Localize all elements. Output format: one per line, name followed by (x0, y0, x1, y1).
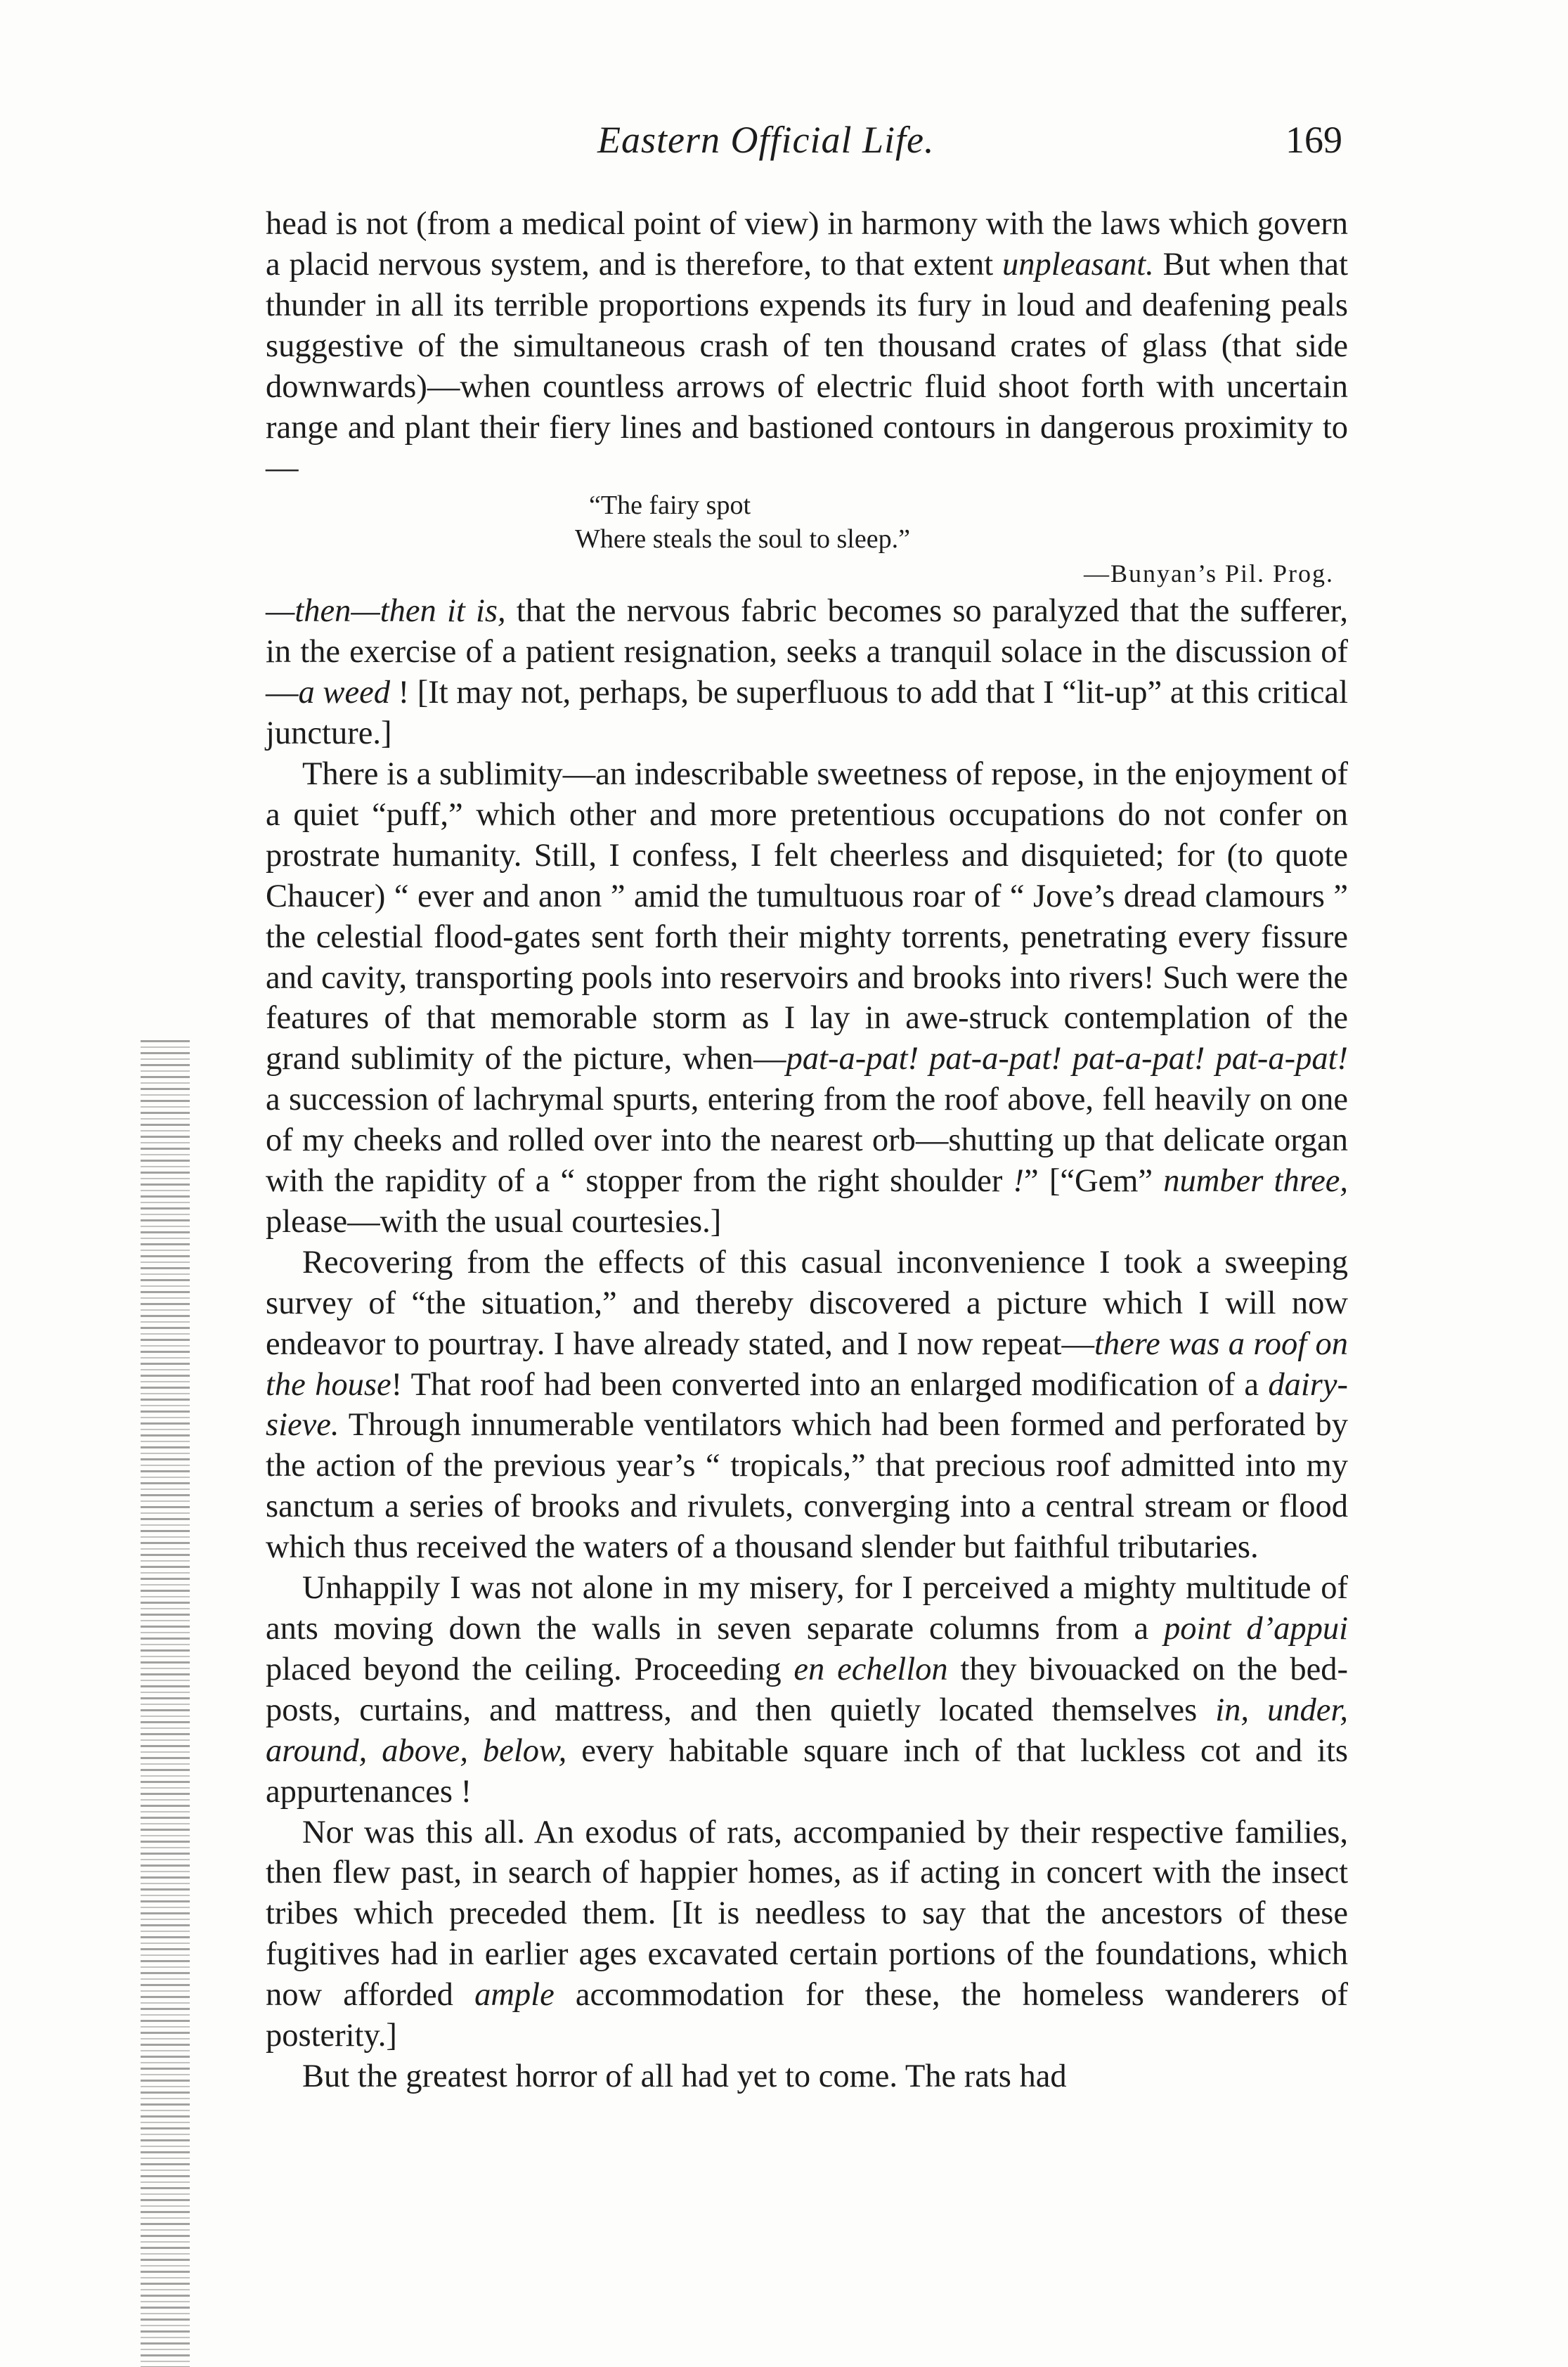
paragraph-4 (266, 1243, 1348, 1568)
page-number: 169 (1285, 119, 1342, 161)
text-run: they bivouacked on the bed-posts, curtains, and mattress, and then quietly located themselves (266, 1651, 1348, 1728)
text-run: But when that thunder in all its terrible proportions expends its fury in loud and deafening peals suggestive of the simultaneous crash of ten thousand crates of glass (that side downwards)—when countless arrows of electric fluid shoot forth with uncertain range and plant their fiery lines and bastioned contours in dangerous proximity to— (266, 246, 1348, 486)
paragraph-2 (266, 591, 1348, 754)
italic-run: a weed (298, 675, 390, 711)
italic-run: —then—then it is, (266, 593, 506, 630)
verse-line-1: “The fairy spot (589, 491, 751, 521)
paragraph-7: But the greatest horror of all had yet to come. The rats had (302, 2058, 1067, 2094)
binding-gutter (141, 1040, 190, 2367)
paragraph-1 (266, 204, 1348, 488)
italic-run: in, under, around, above, below, (266, 1692, 1349, 1769)
italic-run: ! (1013, 1163, 1025, 1200)
attribution: —Bunyan’s Pil. Prog. (1083, 559, 1334, 588)
paragraph-3 (266, 754, 1348, 1243)
text-run: ! [It may not, perhaps, be superfluous to add that I “lit-up” at this critical juncture.] (266, 675, 1348, 752)
text-run: Unhappily I was not alone in my misery, for I perceived a mighty multitude of ants moving down the walls in seven separate columns from a (266, 1570, 1348, 1647)
italic-run: unpleasant. (1002, 246, 1154, 283)
italic-run: pat-a-pat! pat-a-pat! pat-a-pat! pat-a-pat! (786, 1041, 1349, 1077)
text-run: There is a sublimity—an indescribable sweetness of repose, in the enjoyment of a quiet “puff,” which other and more pretentious occupations do not confer on prostrate humanity. Still, I confess, I felt cheerless and disquieted; for (to quote Chaucer) “ ever and anon ” amid the tumultuous roar of “ Jove’s dread clamours ” the celestial flood-gates sent forth their mighty torrents, penetrating every fissure and cavity, transporting pools into reservoirs and brooks into rivers! Such were the features of that memorable storm as I lay in awe-struck contemplation of the grand sublimity of the picture, when— (266, 756, 1348, 1077)
paragraph-6 (266, 1812, 1348, 2056)
verse-line-2: Where steals the soul to sleep.” (575, 524, 910, 555)
italic-run: ample (474, 1977, 555, 2013)
text-run: accommodation for these, the homeless wanderers of posterity.] (266, 1977, 1348, 2054)
body-text (266, 204, 1348, 2097)
text-run: Recovering from the effects of this casual inconvenience I took a sweeping survey of “the situation,” and thereby discovered a picture which I will now endeavor to pourtray. I have already stated, and I now repeat— (266, 1244, 1348, 1362)
italic-run: point d’appui (1163, 1611, 1348, 1647)
text-run: a succession of lachrymal spurts, entering from the roof above, fell heavily on one of my cheeks and rolled over into the nearest orb—shutting up that delicate organ with the rapidity of a “ stopper from the right shoulder (266, 1082, 1348, 1200)
italic-run: en echellon (793, 1651, 948, 1687)
italic-run: number three, (1163, 1163, 1349, 1200)
text-run: please—with the usual courtesies.] (266, 1203, 722, 1240)
text-run: Nor was this all. An exodus of rats, accompanied by their respective families, then flew past, in search of happier homes, as if acting in concert with the insect tribes which preceded them. [It is needless to say that the ancestors of these fugitives had in earlier ages excavated certain portions of the foundations, which now afforded (266, 1814, 1348, 2013)
text-run: that the nervous fabric becomes so paralyzed that the sufferer, in the exercise of a patient resignation, seeks a tranquil solace in the discussion of— (266, 593, 1348, 711)
text-run: ! That roof had been converted into an enlarged modification of a (391, 1366, 1269, 1403)
italic-run: there was a roof on the house (266, 1325, 1349, 1403)
text-run: Through innumerable ventilators which had been formed and perforated by the action of the previous year’s “ tropicals,” that precious roof admitted into my sanctum a series of brooks and rivulets, converging into a central stream or flood which thus received the waters of a thousand slender but faithful tributaries. (266, 1407, 1348, 1566)
text-run: ” [“Gem” (1024, 1163, 1164, 1200)
paragraph-5 (266, 1568, 1348, 1812)
text-run: every habitable square inch of that luckless cot and its appurtenances ! (266, 1732, 1348, 1810)
running-head (267, 118, 1342, 167)
text-run: placed beyond the ceiling. Proceeding (266, 1651, 794, 1687)
text-run: head is not (from a medical point of view) in harmony with the laws which govern a placid nervous system, and is therefore, to that extent (266, 206, 1348, 283)
running-title: Eastern Official Life. (597, 119, 935, 161)
italic-run: dairy-sieve. (266, 1366, 1348, 1444)
